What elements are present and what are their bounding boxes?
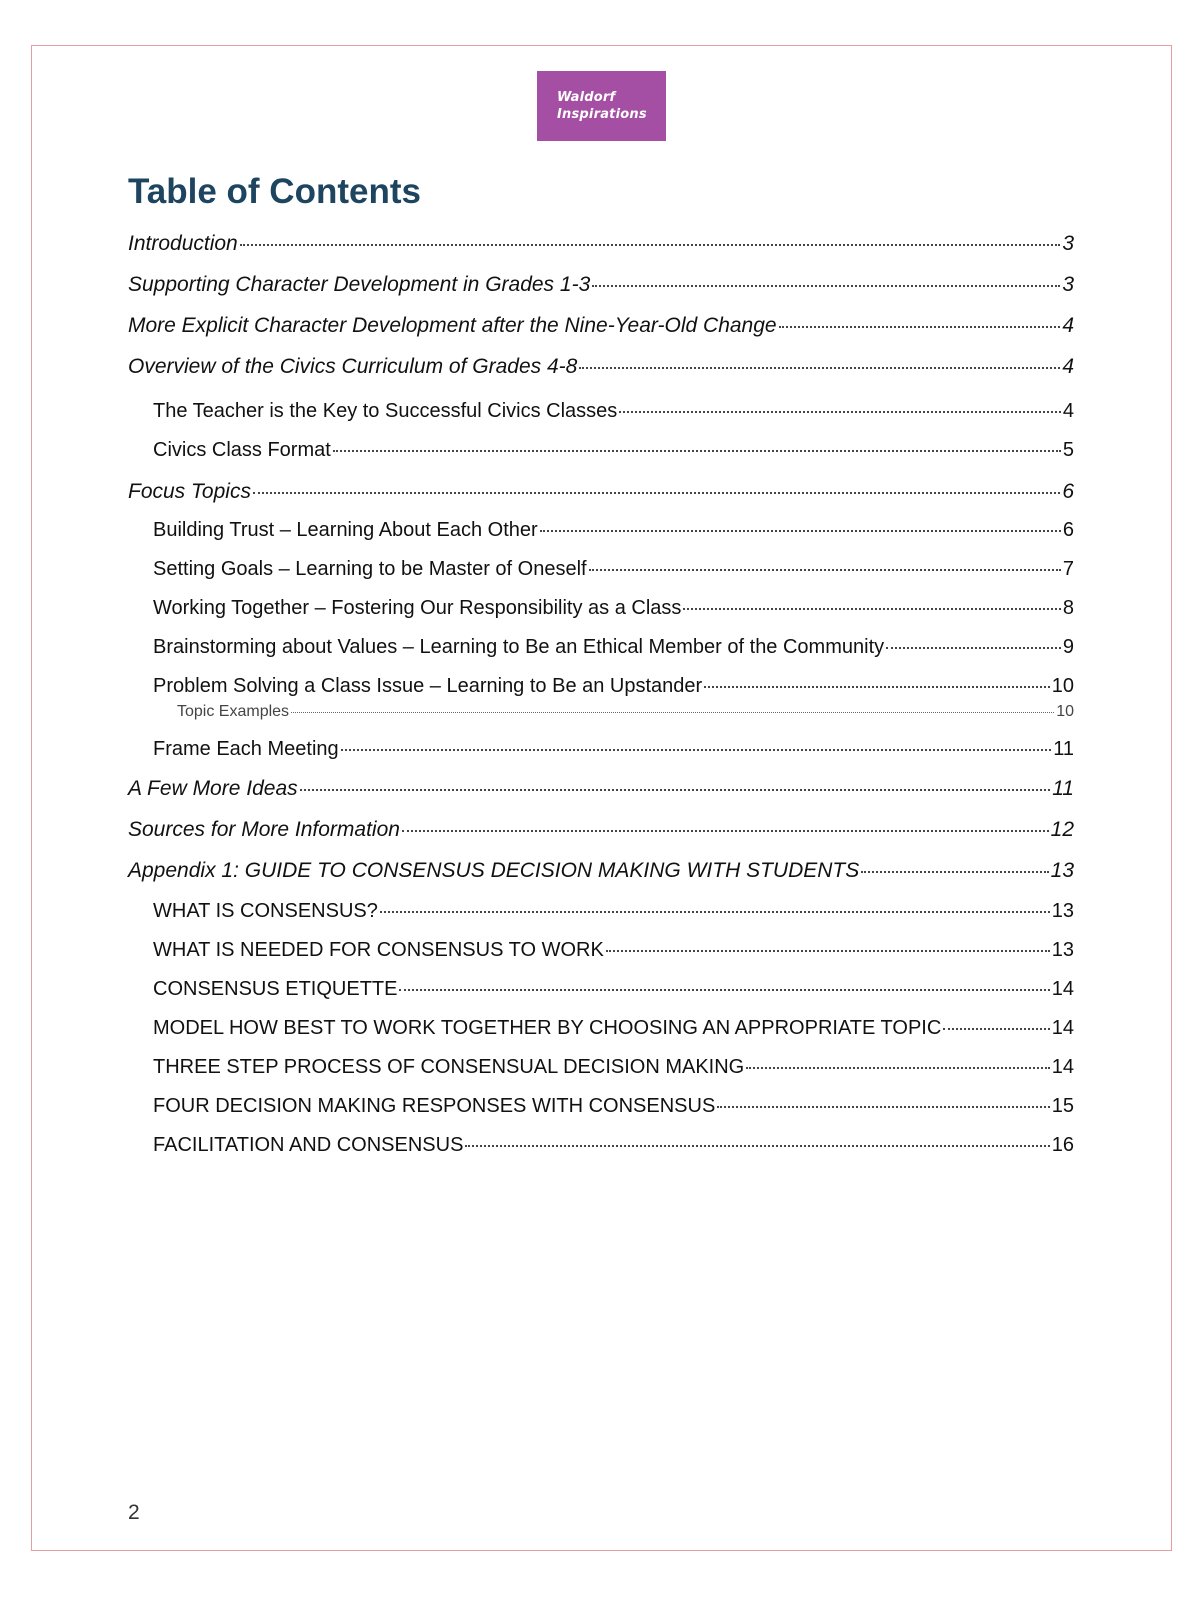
toc-entry[interactable] xyxy=(153,735,1074,763)
dot-leader xyxy=(886,647,1061,649)
toc-entry[interactable] xyxy=(128,856,1074,886)
toc-entry-page-number: 3 xyxy=(1062,273,1074,296)
toc-entry[interactable] xyxy=(153,633,1074,661)
toc-entry[interactable] xyxy=(153,1092,1074,1120)
toc-entry-title: WHAT IS CONSENSUS? xyxy=(153,900,378,922)
toc-entry-page-number: 4 xyxy=(1062,355,1074,378)
toc-entry[interactable] xyxy=(153,1131,1074,1159)
toc-entry-title: The Teacher is the Key to Successful Civics Classes xyxy=(153,400,618,422)
toc-entry[interactable] xyxy=(128,815,1074,845)
toc-entry[interactable] xyxy=(153,555,1074,583)
toc-entry-page-number: 12 xyxy=(1050,818,1074,841)
dot-leader xyxy=(943,1028,1049,1030)
logo-line-2: Inspirations xyxy=(557,107,647,122)
toc-entry[interactable] xyxy=(153,516,1074,544)
toc-entry-page-number: 10 xyxy=(1051,675,1074,697)
toc-entry-title: Building Trust – Learning About Each Other xyxy=(153,519,538,541)
toc-entry-page-number: 13 xyxy=(1051,939,1074,961)
dot-leader xyxy=(333,450,1061,452)
toc-entry-title: Appendix 1: GUIDE TO CONSENSUS DECISION MAKING WITH STUDENTS xyxy=(128,859,860,882)
toc-entry-title: WHAT IS NEEDED FOR CONSENSUS TO WORK xyxy=(153,939,604,961)
toc-entry-title: THREE STEP PROCESS OF CONSENSUAL DECISION MAKING xyxy=(153,1056,745,1078)
dot-leader xyxy=(619,411,1061,413)
toc-entry-title: Working Together – Fostering Our Responsibility as a Class xyxy=(153,597,682,619)
toc-entry[interactable] xyxy=(153,672,1074,700)
page-title: Table of Contents xyxy=(128,172,421,211)
dot-leader xyxy=(592,285,1060,287)
dot-leader xyxy=(717,1106,1049,1108)
dot-leader xyxy=(683,608,1060,610)
toc-entry-title: Focus Topics xyxy=(128,480,251,503)
toc-entry-page-number: 11 xyxy=(1053,738,1074,760)
dot-leader xyxy=(779,326,1061,328)
toc-entry[interactable] xyxy=(153,594,1074,622)
dot-leader xyxy=(465,1145,1049,1147)
toc-entry-title: A Few More Ideas xyxy=(128,777,298,800)
toc-entry[interactable] xyxy=(153,436,1074,464)
toc-entry-page-number: 14 xyxy=(1051,978,1074,1000)
toc-entry-title: Frame Each Meeting xyxy=(153,738,339,760)
dot-leader xyxy=(341,749,1052,751)
toc-entry[interactable] xyxy=(128,311,1074,341)
toc-entry-title: Supporting Character Development in Grades 1-3 xyxy=(128,273,591,296)
toc-entry-page-number: 9 xyxy=(1062,636,1074,658)
toc-entry[interactable] xyxy=(128,229,1074,259)
toc-entry-page-number: 14 xyxy=(1051,1017,1074,1039)
toc-entry-title: Brainstorming about Values – Learning to Be an Ethical Member of the Community xyxy=(153,636,885,658)
dot-leader xyxy=(589,569,1061,571)
dot-leader xyxy=(746,1067,1050,1069)
dot-leader xyxy=(291,712,1054,713)
toc-entry-page-number: 16 xyxy=(1051,1134,1074,1156)
toc-entry[interactable] xyxy=(128,774,1074,804)
toc-entry-title: Introduction xyxy=(128,232,238,255)
toc-entry-title: More Explicit Character Development after the Nine-Year-Old Change xyxy=(128,314,777,337)
toc-entry-title: Problem Solving a Class Issue – Learning to Be an Upstander xyxy=(153,675,703,697)
toc-entry-title: MODEL HOW BEST TO WORK TOGETHER BY CHOOSING AN APPROPRIATE TOPIC xyxy=(153,1017,942,1039)
toc-entry-title: Topic Examples xyxy=(177,703,290,720)
toc-entry[interactable] xyxy=(153,397,1074,425)
dot-leader xyxy=(402,830,1049,832)
toc-entry-page-number: 14 xyxy=(1051,1056,1074,1078)
toc-entry-page-number: 11 xyxy=(1052,777,1074,800)
toc-entry-page-number: 13 xyxy=(1051,900,1074,922)
toc-entry-page-number: 4 xyxy=(1062,314,1074,337)
toc-entry-title: Civics Class Format xyxy=(153,439,331,461)
dot-leader xyxy=(253,492,1060,494)
logo-line-1: Waldorf xyxy=(557,90,616,105)
toc-entry-page-number: 10 xyxy=(1056,703,1074,720)
toc-entry-page-number: 13 xyxy=(1050,859,1074,882)
toc-entry[interactable] xyxy=(153,1053,1074,1081)
toc-entry-page-number: 7 xyxy=(1062,558,1074,580)
dot-leader xyxy=(399,989,1049,991)
toc-entry-page-number: 6 xyxy=(1062,480,1074,503)
dot-leader xyxy=(861,871,1048,873)
toc-entry[interactable] xyxy=(177,701,1074,723)
toc-entry-page-number: 8 xyxy=(1062,597,1074,619)
toc-entry-page-number: 6 xyxy=(1062,519,1074,541)
dot-leader xyxy=(606,950,1050,952)
dot-leader xyxy=(300,789,1051,791)
toc-entry-page-number: 4 xyxy=(1062,400,1074,422)
toc-entry[interactable] xyxy=(153,975,1074,1003)
dot-leader xyxy=(579,367,1060,369)
toc-entry[interactable] xyxy=(128,352,1074,382)
toc-entry-title: Sources for More Information xyxy=(128,818,400,841)
toc-entry[interactable] xyxy=(153,1014,1074,1042)
dot-leader xyxy=(240,244,1061,246)
dot-leader xyxy=(704,686,1050,688)
toc-entry-page-number: 3 xyxy=(1062,232,1074,255)
toc-entry[interactable] xyxy=(128,270,1074,300)
page-number: 2 xyxy=(128,1501,140,1524)
toc-entry[interactable] xyxy=(128,477,1074,507)
dot-leader xyxy=(540,530,1061,532)
dot-leader xyxy=(380,911,1050,913)
toc-entry[interactable] xyxy=(153,897,1074,925)
toc-entry[interactable] xyxy=(153,936,1074,964)
toc-entry-title: CONSENSUS ETIQUETTE xyxy=(153,978,398,1000)
toc-entry-title: Overview of the Civics Curriculum of Grades 4-8 xyxy=(128,355,578,378)
toc-entry-title: Setting Goals – Learning to be Master of Oneself xyxy=(153,558,587,580)
toc-entry-title: FACILITATION AND CONSENSUS xyxy=(153,1134,464,1156)
toc-entry-title: FOUR DECISION MAKING RESPONSES WITH CONSENSUS xyxy=(153,1095,716,1117)
toc-entry-page-number: 15 xyxy=(1051,1095,1074,1117)
toc-entry-page-number: 5 xyxy=(1062,439,1074,461)
